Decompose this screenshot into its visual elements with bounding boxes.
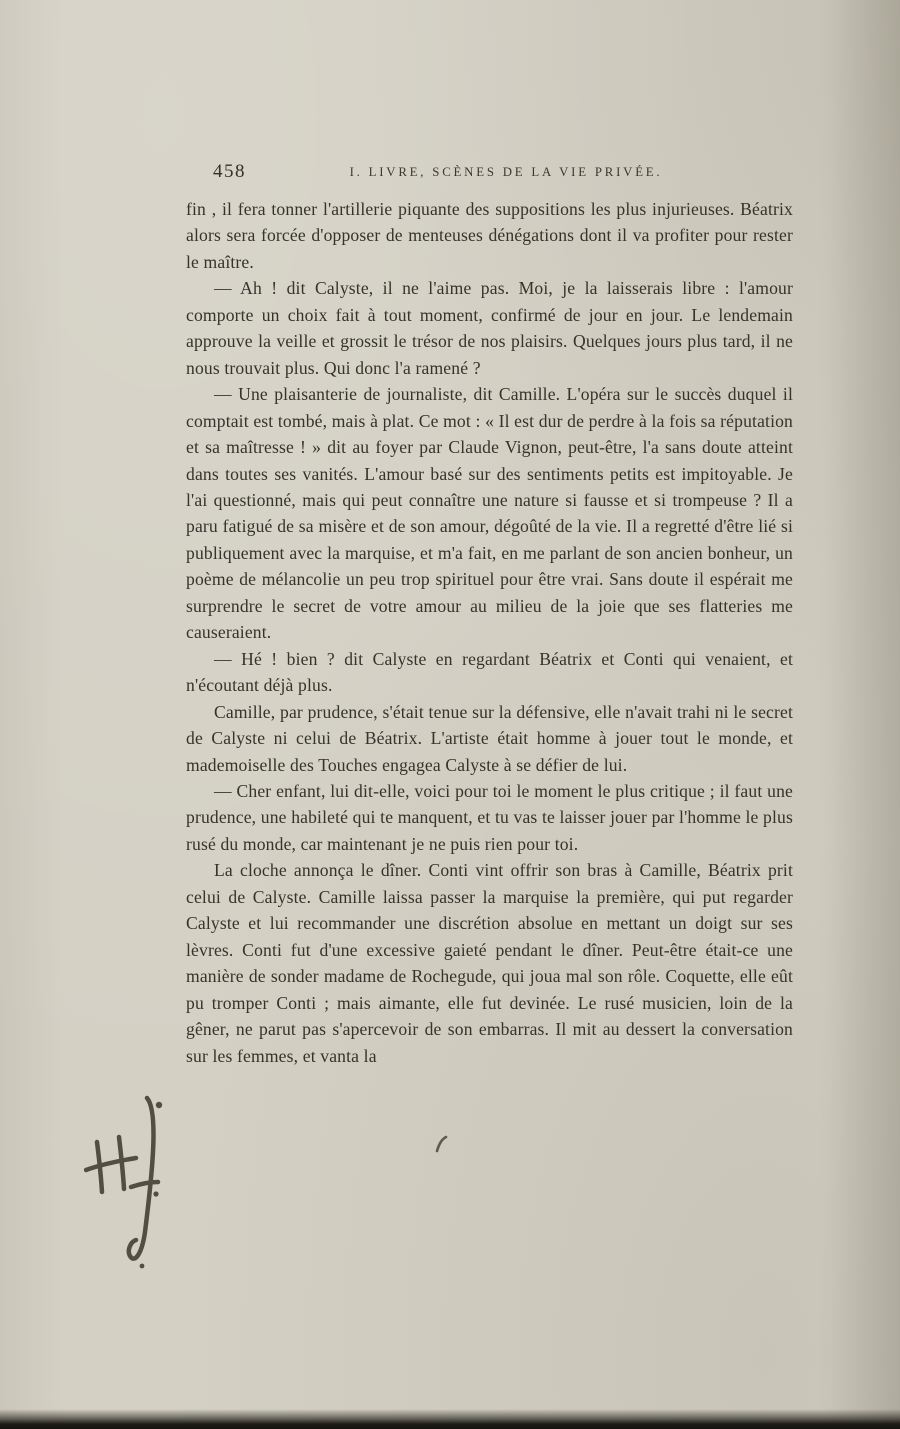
text-block: [186, 196, 793, 1069]
body-paragraph: fin , il fera tonner l'artillerie piquante des suppositions les plus injurieuses. Béatrix alors sera forcée d'opposer de menteuses dénégations dont il va profiter pour rester le maître.: [186, 199, 793, 272]
body-paragraph: — Une plaisanterie de journaliste, dit Camille. L'opéra sur le succès duquel il comptait est tombé, mais à plat. Ce mot : « Il est dur de perdre à la fois sa réputation et sa maîtresse ! » dit au foyer par Claude Vignon, peut-être, l'a sans doute atteint dans toutes ses vanités. L'amour basé sur des sentiments petits est impitoyable. Je l'ai questionné, mais qui peut connaître une nature si fausse et si trompeuse ? Il a paru fatigué de sa misère et de son amour, dégoûté de la vie. Il a regretté d'être lié si publiquement avec la marquise, et m'a fait, en me parlant de son ancien bonheur, un poème de mélancolie un peu trop spirituel pour être vrai. Sans doute il espérait me surprendre le secret de votre amour au milieu de la joie que ses flatteries me causeraient.: [186, 384, 793, 643]
ink-smudge: [431, 1135, 453, 1153]
page-header: [0, 161, 900, 187]
scan-edge-shadow: [0, 1409, 900, 1429]
body-paragraph: — Hé ! bien ? dit Calyste en regardant Béatrix et Conti qui venaient, et n'écoutant déjà plus.: [186, 648, 793, 696]
body-paragraph: — Ah ! dit Calyste, il ne l'aime pas. Moi, je la laisserais libre : l'amour comporte un choix fait à tout moment, confirmé de jour en jour. Le lendemain approuve la veille et grossit le trésor de nos plaisirs. Quelques jours plus tard, il ne nous trouvait plus. Qui donc l'a ramené ?: [186, 278, 793, 378]
body-paragraph: — Cher enfant, lui dit-elle, voici pour toi le moment le plus critique ; il faut une prudence, une habileté qui te manquent, et tu vas te laisser jouer par l'homme le plus rusé du monde, car maintenant je ne puis rien pour toi.: [186, 780, 793, 854]
running-header: I. LIVRE, SCÈNES DE LA VIE PRIVÉE.: [349, 165, 663, 179]
body-paragraph: La cloche annonça le dîner. Conti vint offrir son bras à Camille, Béatrix prit celui de Calyste. Camille laissa passer la marquise la première, qui put regarder Calyste et lui recommander une discrétion absolue en mettant un doigt sur ses lèvres. Conti fut d'une excessive gaieté pendant le dîner. Peut-être était-ce une manière de sonder madame de Rochegude, qui joua mal son rôle. Coquette, elle eût pu tromper Conti ; mais aimante, elle fut devinée. Le rusé musicien, loin de la gêner, ne parut pas s'apercevoir de son embarras. Il mit au dessert la conversation sur les femmes, et vanta la: [186, 860, 793, 1066]
page-number: 458: [213, 161, 246, 182]
handwritten-margin-mark: [84, 1090, 172, 1278]
body-paragraph: Camille, par prudence, s'était tenue sur la défensive, elle n'avait trahi ni le secret de Calyste ni celui de Béatrix. L'artiste était homme à jouer tout le monde, et mademoiselle des Touches engagea Calyste à se défier de lui.: [186, 701, 793, 775]
page-edge-shading: [830, 0, 900, 1429]
